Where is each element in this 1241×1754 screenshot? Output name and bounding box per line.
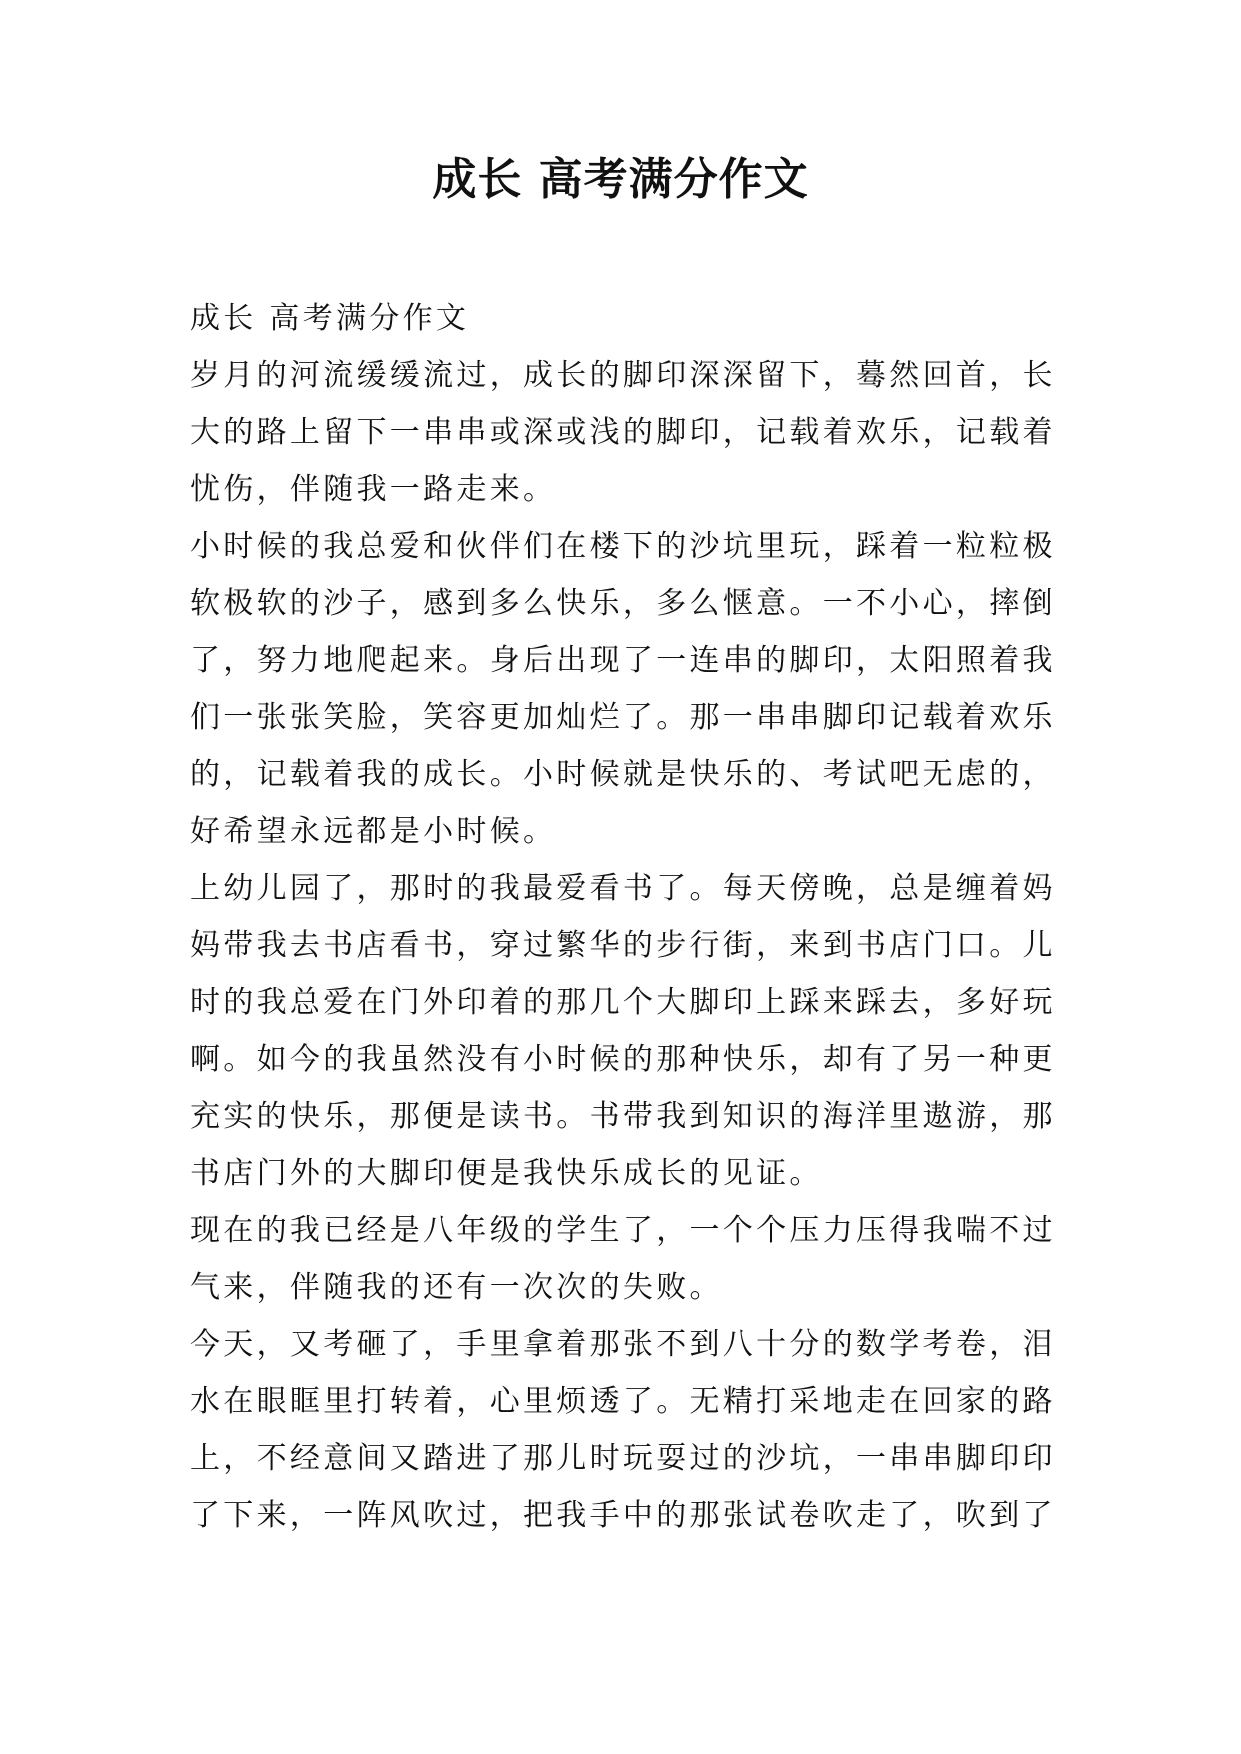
text-line: 啊。如今的我虽然没有小时候的那种快乐，却有了另一种更 bbox=[190, 1042, 1056, 1077]
document-body bbox=[190, 290, 1056, 1544]
text-line: 充实的快乐，那便是读书。书带我到知识的海洋里遨游，那 bbox=[190, 1099, 1056, 1134]
text-line: 时的我总爱在门外印着的那几个大脚印上踩来踩去，多好玩 bbox=[190, 985, 1056, 1020]
text-line: 小时候的我总爱和伙伴们在楼下的沙坑里玩，踩着一粒粒极 bbox=[190, 529, 1056, 564]
text-line: 好希望永远都是小时候。 bbox=[190, 814, 557, 849]
text-line: 的，记载着我的成长。小时候就是快乐的、考试吧无虑的， bbox=[190, 757, 1056, 792]
text-line: 了，努力地爬起来。身后出现了一连串的脚印，太阳照着我 bbox=[190, 643, 1056, 678]
text-line: 了下来，一阵风吹过，把我手中的那张试卷吹走了，吹到了 bbox=[190, 1498, 1056, 1533]
document-title: 成长 高考满分作文 bbox=[432, 154, 809, 205]
text-line: 上幼儿园了，那时的我最爱看书了。每天傍晚，总是缠着妈 bbox=[190, 871, 1056, 906]
text-line: 书店门外的大脚印便是我快乐成长的见证。 bbox=[190, 1156, 823, 1191]
text-line: 水在眼眶里打转着，心里烦透了。无精打采地走在回家的路 bbox=[190, 1384, 1056, 1419]
text-line: 现在的我已经是八年级的学生了，一个个压力压得我喘不过 bbox=[190, 1213, 1056, 1248]
text-line: 气来，伴随我的还有一次次的失败。 bbox=[190, 1270, 723, 1305]
text-line: 软极软的沙子，感到多么快乐，多么惬意。一不小心，摔倒 bbox=[190, 586, 1056, 621]
text-line: 大的路上留下一串串或深或浅的脚印，记载着欢乐，记载着 bbox=[190, 415, 1056, 450]
text-line: 们一张张笑脸，笑容更加灿烂了。那一串串脚印记载着欢乐 bbox=[190, 700, 1056, 735]
text-line: 忧伤，伴随我一路走来。 bbox=[190, 472, 557, 507]
text-line: 上，不经意间又踏进了那儿时玩耍过的沙坑，一串串脚印印 bbox=[190, 1441, 1056, 1476]
text-line: 成长 高考满分作文 bbox=[190, 301, 470, 336]
text-line: 妈带我去书店看书，穿过繁华的步行街，来到书店门口。儿 bbox=[190, 928, 1056, 963]
text-line: 今天，又考砸了，手里拿着那张不到八十分的数学考卷，泪 bbox=[190, 1327, 1056, 1362]
text-line: 岁月的河流缓缓流过，成长的脚印深深留下，蓦然回首，长 bbox=[190, 358, 1056, 393]
